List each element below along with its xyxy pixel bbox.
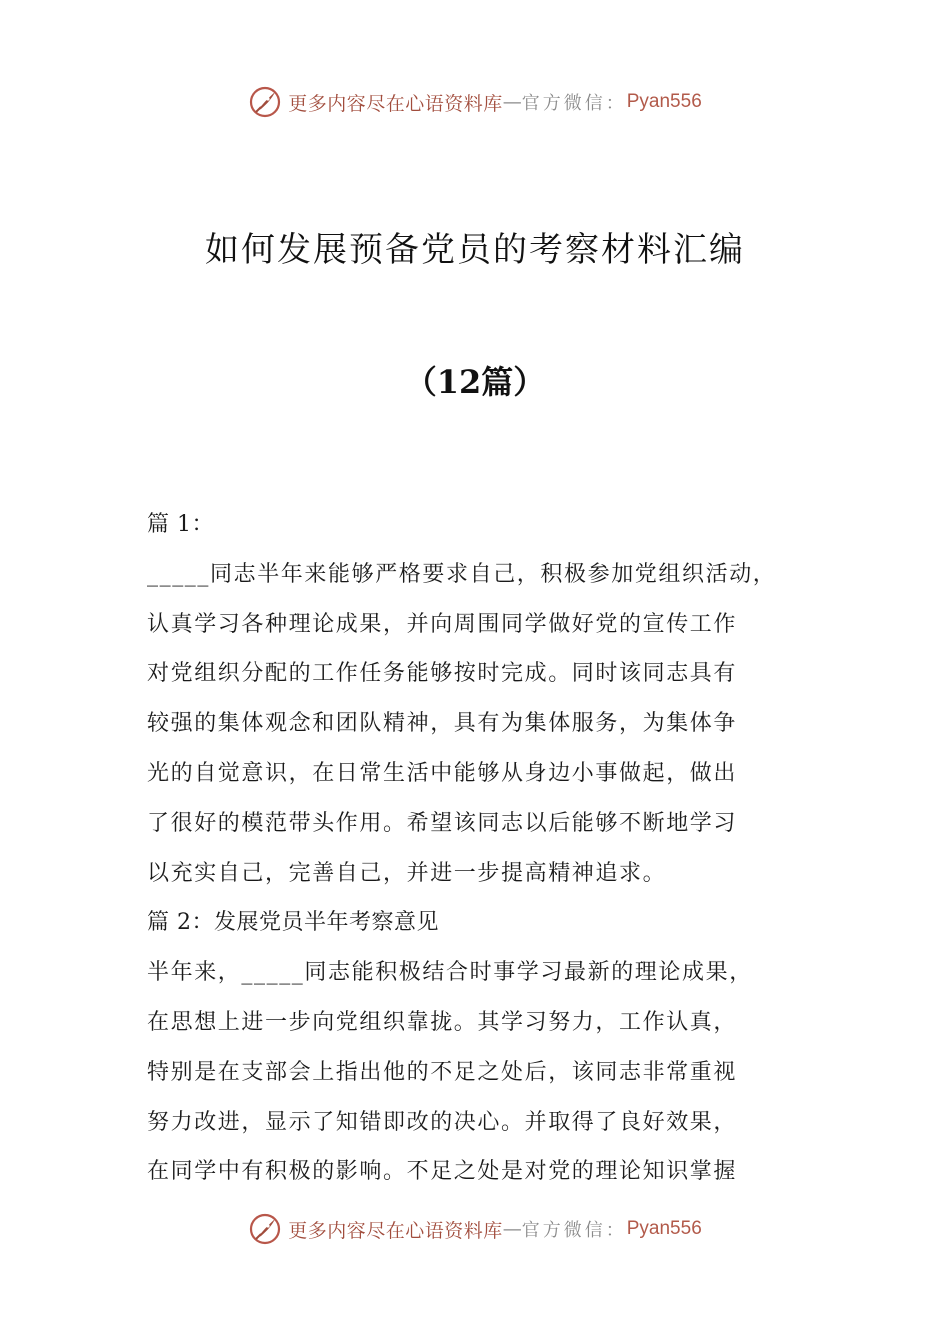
document-subtitle: （12篇）: [404, 363, 546, 401]
section-heading-2: 篇 2：发展党员半年考察意见: [147, 910, 439, 936]
document-body: [147, 500, 827, 1197]
banner-brand-text: 更多内容尽在心语资料库: [288, 1219, 503, 1242]
banner-brand-text: 更多内容尽在心语资料库: [288, 92, 503, 115]
banner-official-label: 官方微信：: [521, 1220, 627, 1241]
document-title: 如何发展预备党员的考察材料汇编: [205, 230, 745, 270]
body-line: 以充实自己，完善自己，并进一步提高精神追求。: [147, 860, 667, 886]
banner-separator: —: [502, 1218, 522, 1240]
quill-pen-logo-icon: [248, 1212, 282, 1246]
body-line: 在思想上进一步向党组织靠拢。其学习努力，工作认真，: [147, 1009, 738, 1035]
section-heading-1: 篇 1：: [147, 512, 214, 537]
body-line: 认真学习各种理论成果，并向周围同学做好党的宣传工作: [147, 611, 738, 637]
banner-wechat-id: Pyan556: [626, 91, 702, 112]
banner-official-label: 官方微信：: [521, 93, 627, 114]
banner-wechat-id: Pyan556: [626, 1218, 702, 1239]
footer-banner: [0, 1209, 950, 1249]
body-line: 在同学中有积极的影响。不足之处是对党的理论知识掌握: [147, 1159, 738, 1185]
body-line: _____同志半年来能够严格要求自己，积极参加党组织活动，: [147, 561, 777, 587]
quill-pen-logo-icon: [248, 85, 282, 119]
body-line: 对党组织分配的工作任务能够按时完成。同时该同志具有: [147, 661, 738, 687]
body-line: 光的自觉意识，在日常生活中能够从身边小事做起，做出: [147, 760, 738, 786]
body-line: 较强的集体观念和团队精神，具有为集体服务，为集体争: [147, 711, 738, 737]
body-line: 了很好的模范带头作用。希望该同志以后能够不断地学习: [147, 810, 738, 836]
body-line: 特别是在支部会上指出他的不足之处后，该同志非常重视: [147, 1059, 738, 1085]
banner-separator: —: [502, 91, 522, 113]
header-banner: [0, 82, 950, 122]
body-line: 努力改进，显示了知错即改的决心。并取得了良好效果，: [147, 1109, 738, 1135]
body-line: 半年来，_____同志能积极结合时事学习最新的理论成果，: [147, 960, 753, 986]
